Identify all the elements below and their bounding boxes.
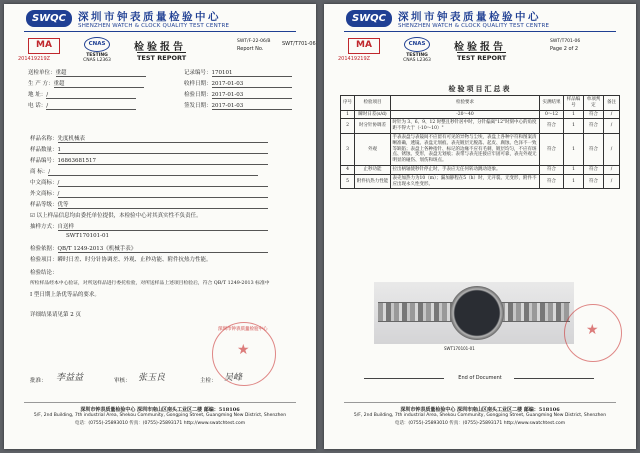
seal-star-icon: ★ — [586, 322, 599, 338]
conclusion-text: 所检样品经本中心验证，对所送样品进行委托检验，对所送样品上述项目检验后，符合 QB/T 1249-2013 标准中 — [30, 281, 270, 286]
page-number: Page 2 of 2 — [550, 45, 579, 52]
swqc-logo: SWQC — [346, 10, 392, 27]
receive-date-row: 收样日期：2017-01-03 — [184, 79, 292, 88]
end-of-document: End of Document — [458, 375, 502, 381]
table-row: 3 外观 手表表盘与表镜间不应留有可见的异物与尘埃，表盘上各种字符和图案清晰准确，透镜、表盘无划痕、表壳镀层无脱落、起皮、腐蚀、色泽不一致等缺陷；表盘上各种指针、标记的边缘不应有毛刺，镀层均匀，不应有斑点、锈蚀、变形，表盘无划痕；表带与表壳连接应牢固可靠，表壳外观无明显的碰伤、划伤和斑点。 符合 1 符合 / — [341, 133, 620, 165]
cnas-mark — [400, 37, 434, 63]
report-title-cn: 检验报告 — [454, 42, 506, 53]
basis-row: 检验依据：QB/T 1249-2013《机械手表》 — [30, 244, 268, 253]
sampling-row: 抽样方式：自送样 — [30, 222, 268, 231]
sample-name-row: 样品名称：先度机械表 — [30, 134, 268, 143]
col-header-judge: 单项判定 — [584, 96, 604, 111]
table-row: 5 附件抗热力性能 表壳加热力为10（m）；漏加静程在5（h）时，无开裂、无变形，附件不应出现永久性变形。 符合 1 符合 / — [341, 174, 620, 189]
seal-star-icon: ★ — [237, 342, 250, 358]
col-header-req: 检验要求 — [391, 96, 540, 111]
items-row: 检验项目：瞬时日差、时分针协调差、外观、止秒功能、附件抗热力性能。 — [30, 257, 212, 263]
test-date-row: 检验日期：2017-01-03 — [184, 90, 292, 99]
table-title: 检验项目汇总表 — [448, 84, 512, 93]
reviewer-signature: 张玉良 — [138, 373, 166, 383]
address-row: 地 址：/ — [28, 90, 136, 99]
footer-contact: 电话：(0755)-25893010 传真：(0755)-25893171 http://www.swatchtest.com — [394, 421, 566, 426]
footer-address-cn: 深圳市钟表质量检验中心 深圳市南山区南头工业区二楼 邮编：518106 — [400, 407, 560, 413]
col-header-item: 检验项目 — [355, 96, 391, 111]
inspector-label: 主检： — [200, 378, 217, 384]
report-title-cn: 检验报告 — [134, 42, 186, 53]
footer-divider — [344, 402, 616, 403]
sample-grade-row: 样品等级：优等 — [30, 200, 268, 209]
col-header-result: 实测结果 — [540, 96, 564, 111]
form-code: SWT/F-22-06/B — [237, 39, 271, 44]
conclusion-text-2: Ⅰ 型日期上条优等品的要求。 — [30, 292, 100, 298]
info-notice: ☑ 以上样品信息均由委托单位提供，本检验中心对其真实性不负责任。 — [30, 213, 202, 219]
cnas-number: CNAS L2363 — [83, 58, 111, 63]
table-row: 2 时分针协调差 时针为 3、6、9、12 时整且秒针居中时，分针偏离"12"时刻中心的角度距不得大于（-10～10）" 符合 1 符合 / — [341, 119, 620, 134]
conclusion-label: 检验结论： — [30, 270, 58, 276]
inspector-signature: 吴峰 — [224, 373, 243, 383]
test-items-table — [340, 95, 620, 189]
swqc-logo: SWQC — [26, 10, 72, 27]
watch-face-icon — [450, 286, 504, 340]
record-no-row: 记录编号：170101 — [184, 68, 292, 77]
col-header-no: 序号 — [341, 96, 355, 111]
report-title-en: TEST REPORT — [457, 54, 507, 62]
cma-number: 201419219Z — [338, 56, 371, 62]
cma-mark-icon: MA — [348, 38, 380, 54]
cma-mark-icon: MA — [28, 38, 60, 54]
producer-row: 生 产 方：重超 — [28, 79, 144, 88]
watch-band-right — [500, 302, 570, 322]
client-row: 送检单位：重超 — [28, 68, 146, 77]
header-divider — [344, 31, 616, 32]
centre-title-cn: 深圳市钟表质量检验中心 — [78, 11, 221, 23]
phone-row: 电 话：/ — [28, 101, 136, 110]
watch-photo — [374, 282, 574, 344]
centre-title-cn: 深圳市钟表质量检验中心 — [398, 11, 541, 23]
report-no: SWT/T701-06 — [282, 41, 316, 47]
approver-label: 批准： — [30, 378, 47, 384]
issue-date-row: 签发日期：2017-01-03 — [184, 101, 292, 110]
report-title-en: TEST REPORT — [137, 54, 187, 62]
cnas-logo-icon: CNAS — [84, 37, 110, 52]
cnas-testing: TESTING — [86, 53, 108, 58]
detail-note: 详细结果请见第 2 页 — [30, 312, 81, 318]
cnas-mark — [80, 37, 114, 63]
cma-number: 201419219Z — [18, 56, 51, 62]
report-no-label: Report No. — [237, 45, 264, 52]
table-header-row — [341, 96, 620, 111]
report-no: SWT/T701-06 — [550, 39, 581, 44]
sample-id-row: 样品编号：16863681517 — [30, 156, 268, 165]
footer-address-cn: 深圳市钟表质量检验中心 深圳市南山区南头工业区二楼 邮编：518106 — [80, 407, 240, 413]
photo-caption: SWT170101-01 — [444, 346, 475, 351]
table-row: 4 止秒功能 拉出柄轴使秒针停止时，手表应无任何转动跳动迹象。 符合 1 符合 / — [341, 165, 620, 174]
footer-contact: 电话：(0755)-25893010 传真：(0755)-25893171 http://www.swatchtest.com — [74, 421, 246, 426]
cnas-number: CNAS L2363 — [403, 58, 431, 63]
col-header-sample: 样品编号 — [564, 96, 584, 111]
report-reference — [237, 39, 316, 52]
report-reference — [550, 39, 580, 52]
approver-signature: 李益益 — [56, 373, 84, 383]
seal-text: 深圳市钟表质量检验中心 — [218, 327, 268, 332]
table-row: 1 瞬时日差(s/d) -20～40 0～12 1 符合 / — [341, 110, 620, 119]
end-rule-right — [514, 378, 594, 379]
cnas-testing: TESTING — [406, 53, 428, 58]
foreign-trademark-row: 外文商标：/ — [30, 189, 268, 198]
trademark-row: 商 标：/ — [30, 167, 258, 176]
header-divider — [24, 31, 296, 32]
footer-address-en: 5/F, 2nd Building, 7th industrial Area, Shekou Community, Gongping Street, Guangming New District, Shenzhen — [353, 413, 607, 418]
report-page-2 — [324, 4, 636, 449]
footer-divider — [24, 402, 296, 403]
cnas-logo-icon: CNAS — [404, 37, 430, 52]
centre-title-en: SHENZHEN WATCH & CLOCK QUALITY TEST CENTRE — [398, 23, 550, 29]
col-header-note: 备注 — [604, 96, 620, 111]
report-page-1 — [4, 4, 316, 449]
cn-trademark-row: 中文商标：/ — [30, 178, 268, 187]
watch-band-left — [378, 302, 454, 322]
footer-address-en: 5/F, 2nd Building, 7th industrial Area, Shekou Community, Gongping Street, Guangming New District, Shenzhen — [33, 413, 287, 418]
centre-title-en: SHENZHEN WATCH & CLOCK QUALITY TEST CENTRE — [78, 23, 230, 29]
reviewer-label: 审核： — [114, 378, 131, 384]
standard-id: SWT170101-01 — [66, 233, 109, 239]
sample-qty-row: 样品数量：1 — [30, 145, 268, 154]
